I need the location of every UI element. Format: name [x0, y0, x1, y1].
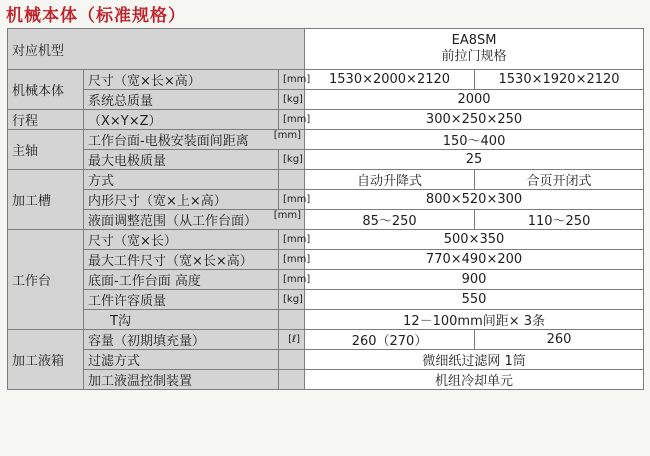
- row-unit: [mm]: [273, 130, 302, 141]
- row-value: 500×350: [305, 230, 644, 250]
- row-unit-empty: [279, 170, 305, 190]
- row-value: 微细纸过滤网 1筒: [305, 350, 644, 370]
- row-value: 110～250: [475, 210, 644, 230]
- row-unit: [mm]: [279, 110, 305, 130]
- category-travel: 行程: [8, 110, 84, 130]
- row-label: 最大工件尺寸（宽×长×高）: [84, 250, 279, 270]
- row-value: 自动升降式: [305, 170, 475, 190]
- row-value: 300×250×250: [305, 110, 644, 130]
- category-machine-body: 机械本体: [8, 70, 84, 110]
- table-row: [8, 170, 644, 190]
- row-label: 内形尺寸（宽×上×高）: [84, 190, 279, 210]
- row-value: 770×490×200: [305, 250, 644, 270]
- table-row: [8, 270, 644, 290]
- row-unit: [ℓ]: [279, 330, 305, 350]
- row-label: 液面调整范围（从工作台面）: [88, 214, 258, 229]
- row-label: 系统总质量: [84, 90, 279, 110]
- row-label: 工件许容质量: [84, 290, 279, 310]
- row-value: 900: [305, 270, 644, 290]
- row-value: 150～400: [305, 130, 644, 150]
- row-unit: [kg]: [279, 150, 305, 170]
- row-label-cell: [84, 210, 305, 230]
- model-label: 对应机型: [8, 29, 305, 70]
- category-table: 工作台: [8, 230, 84, 330]
- table-row: [8, 130, 644, 150]
- table-row: [8, 230, 644, 250]
- row-value: 12－100mm间距× 3条: [305, 310, 644, 330]
- row-label: 工作台面-电极安装面间距离: [88, 134, 249, 149]
- row-unit: [mm]: [279, 230, 305, 250]
- row-value: 合页开闭式: [475, 170, 644, 190]
- row-label: （X×Y×Z）: [84, 110, 279, 130]
- model-name: EA8SM: [451, 33, 497, 48]
- row-label: 尺寸（宽×长）: [84, 230, 279, 250]
- row-value: 1530×2000×2120: [305, 70, 475, 90]
- row-label: 尺寸（宽×长×高）: [84, 70, 279, 90]
- row-unit-empty: [279, 370, 305, 390]
- row-label: 底面-工作台面 高度: [84, 270, 279, 290]
- row-unit-empty: [279, 310, 305, 330]
- model-header-cell: [305, 29, 644, 70]
- row-unit-empty: [279, 350, 305, 370]
- table-row: [8, 210, 644, 230]
- row-unit: [kg]: [279, 90, 305, 110]
- table-row: [8, 330, 644, 350]
- table-row: [8, 250, 644, 270]
- row-value: 550: [305, 290, 644, 310]
- table-row: [8, 190, 644, 210]
- row-unit: [mm]: [279, 70, 305, 90]
- category-tank: 加工槽: [8, 170, 84, 230]
- row-label: 方式: [84, 170, 279, 190]
- table-row: [8, 110, 644, 130]
- table-row: [8, 70, 644, 90]
- row-value: 260: [475, 330, 644, 350]
- table-row: [8, 29, 644, 70]
- category-fluid: 加工液箱: [8, 330, 84, 390]
- row-value: 25: [305, 150, 644, 170]
- row-label: 过滤方式: [84, 350, 279, 370]
- row-unit: [mm]: [279, 250, 305, 270]
- table-row: [8, 150, 644, 170]
- table-row: [8, 310, 644, 330]
- row-label: 加工液温控制装置: [84, 370, 279, 390]
- row-value: 800×520×300: [305, 190, 644, 210]
- row-value: 1530×1920×2120: [475, 70, 644, 90]
- spec-table: [7, 28, 644, 390]
- row-value: 85～250: [305, 210, 475, 230]
- row-unit: [mm]: [279, 190, 305, 210]
- row-value: 机组冷却单元: [305, 370, 644, 390]
- table-row: [8, 290, 644, 310]
- model-spec: 前拉门规格: [441, 49, 507, 64]
- row-unit: [mm]: [273, 210, 302, 221]
- table-row: [8, 90, 644, 110]
- row-value: 2000: [305, 90, 644, 110]
- row-unit: [kg]: [279, 290, 305, 310]
- row-label-cell: [84, 130, 305, 150]
- table-row: [8, 350, 644, 370]
- row-value: 260（270）: [305, 330, 475, 350]
- table-row: [8, 370, 644, 390]
- row-label: 容量（初期填充量）: [84, 330, 279, 350]
- page-title: 机械本体（标准规格）: [6, 6, 186, 26]
- category-spindle: 主轴: [8, 130, 84, 170]
- row-unit: [mm]: [279, 270, 305, 290]
- row-label: T沟: [84, 310, 279, 330]
- row-label: 最大电极质量: [84, 150, 279, 170]
